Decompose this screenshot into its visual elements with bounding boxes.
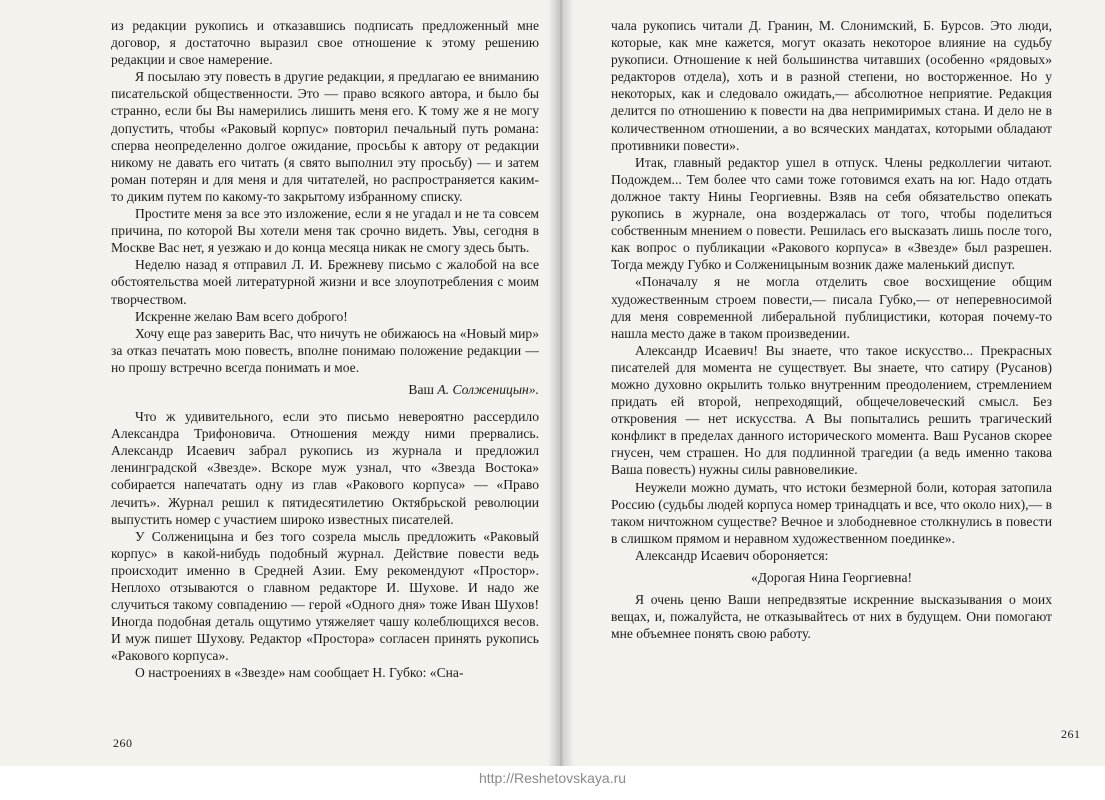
paragraph: Итак, главный редактор ушел в отпуск. Члены редколлегии читают. Подождем... Тем более что сами тоже готовимся ехать на юг. Надо отдать должное такту Нины Георгиевны. Взяв на себя обязательство опекать рукопись в журнале, она воздержалась от того, чтобы поделиться собственным мнением о повести. Решилась его высказать лишь после того, как вопрос о публикации «Ракового корпуса» в «Звезде» был разрешен. Тогда между Губко и Солженицыным возник даже маленький диспут. <box>611 154 1052 273</box>
letter-salutation: «Дорогая Нина Георгиевна! <box>750 570 913 585</box>
left-page-text <box>111 17 539 682</box>
book-gutter-shadow <box>548 0 574 766</box>
paragraph: Искренне желаю Вам всего доброго! <box>135 308 348 324</box>
letter-signature <box>111 381 539 398</box>
paragraph: Простите меня за все это изложение, если я не угадал и не та совсем причина, по которой Вы хотели меня так срочно видеть. Увы, сегодня в Москве Вас нет, я уезжаю и до конца месяца никак не смогу здесь быть. <box>111 206 539 256</box>
paragraph: Хочу еще раз заверить Вас, что ничуть не обижаюсь на «Новый мир» за отказ печатать мою повесть, вполне понимаю положение редакции — но прошу встречно всегда понимать и мое. <box>111 325 539 375</box>
paragraph: Неужели можно думать, что истоки безмерной боли, которая затопила Россию (судьбы людей корпуса номер тринадцать и все, что около них),— в таком ничтожном существе? Вечное и злободневное столкнулись в повести в слишком прямом и неравном художественном поединке». <box>611 479 1052 546</box>
page-number: 261 <box>1061 727 1081 741</box>
paragraph: чала рукопись читали Д. Гранин, М. Слонимский, Б. Бурсов. Это люди, которые, как мне кажется, могут оказать некоторое влияние на судьбу рукописи. Отношение к ней большинства читавших (особенно «рядовых» редакторов отдела), хоть и в разной степени, но восторженное. Но у некоторых, как и следовало ожидать,— абсолютное неприятие. Редакция делится по отношению к повести на два непримиримых стана. И дело не в количественном отношении, а во всяческих мандатах, которыми обладают противники повести». <box>611 18 1052 153</box>
signature-prefix: Ваш <box>408 381 438 397</box>
paragraph: Я очень ценю Ваши непредвзятые искренние высказывания о моих вещах, и, пожалуйста, не отказывайтесь от них в будущем. Они помогают мне объемнее понять свою работу. <box>611 592 1052 642</box>
paragraph: Что ж удивительного, если это письмо невероятно рассердило Александра Трифоновича. Отношения между ними прервались. Александр Исаевич забрал рукопись из журнала и предложил ленинградской «Звезде». Вскоре муж узнал, что «Звезда Востока» собирается напечатать одну из глав «Ракового корпуса» — «Право лечить». Журнал решил к пятидесятилетию Октябрьской революции выпустить номер с участием широко известных писателей. <box>111 409 539 527</box>
paragraph: У Солженицына и без того созрела мысль предложить «Раковый корпус» в какой-нибудь подобный журнал. Действие повести ведь происходит именно в Средней Азии. Ему рекомендуют «Простор». Неплохо отзываются о главном редакторе И. Шухове. И надо же случиться такому совпадению — герой «Одного дня» тоже Иван Шухов! Иногда подобная деталь ощутимо утяжеляет чашу колеблющихся весов. И муж пишет Шухову. Редактор «Простора» согласен принять рукопись «Ракового корпуса». <box>111 528 539 664</box>
paragraph: Александр Исаевич обороняется: <box>635 547 829 563</box>
right-page-text <box>611 17 1052 642</box>
page-number: 260 <box>113 736 133 750</box>
signature-name: А. Солженицын». <box>437 381 539 397</box>
source-url-watermark: http://Reshetovskaya.ru <box>478 770 627 786</box>
right-page <box>560 0 1105 766</box>
paragraph: Александр Исаевич! Вы знаете, что такое искусство... Прекрасных писателей для момента не существует. Вы знаете, что сатиру (Русанов) можно духовно окрылить только внутренним преодолением, стремлением придать ей второй, непреходящий, общечеловеческий смысл. Без откровения — нет искусства. А Вы попытались решить трагический конфликт в пределах данного исторического момента. Ваш Русанов скорее гнусен, чем страшен. Но для подлинной трагедии (а ведь именно такова Ваша повесть) нужны силы равновеликие. <box>611 342 1052 478</box>
paragraph: «Поначалу я не могла отделить свое восхищение общим художественным строем повести,— писала Губко,— от неперевносимой для меня современной либеральной публицистики, которая почему-то нашла место даже в таком произведении. <box>611 274 1052 341</box>
paragraph: из редакции рукопись и отказавшись подписать предложенный мне договор, я достаточно выразил свое отношение к этому решению редакции и свое намерение. <box>111 18 539 68</box>
paragraph: Я посылаю эту повесть в другие редакции, я предлагаю ее вниманию писательской общественности. Это — право всякого автора, и было бы странно, если бы Вы намерились лишить меня его. К тому же я не могу допустить, чтобы «Раковый корпус» повторил печальный путь романа: сперва неопределенно долгое ожидание, просьбы к автору от редакции никому не давать его читать (я свято выполнил эту просьбу) — и затем роман потерян и для меня и для читателей, но распространяется каким-то диким путем по какому-то закрытому избранному списку. <box>111 69 539 204</box>
paragraph: Неделю назад я отправил Л. И. Брежневу письмо с жалобой на все обстоятельства моей литературной жизни и все злоупотребления с моим творчеством. <box>111 257 539 307</box>
paragraph: О настроениях в «Звезде» нам сообщает Н. Губко: «Сна- <box>135 665 464 681</box>
left-page <box>0 0 560 766</box>
